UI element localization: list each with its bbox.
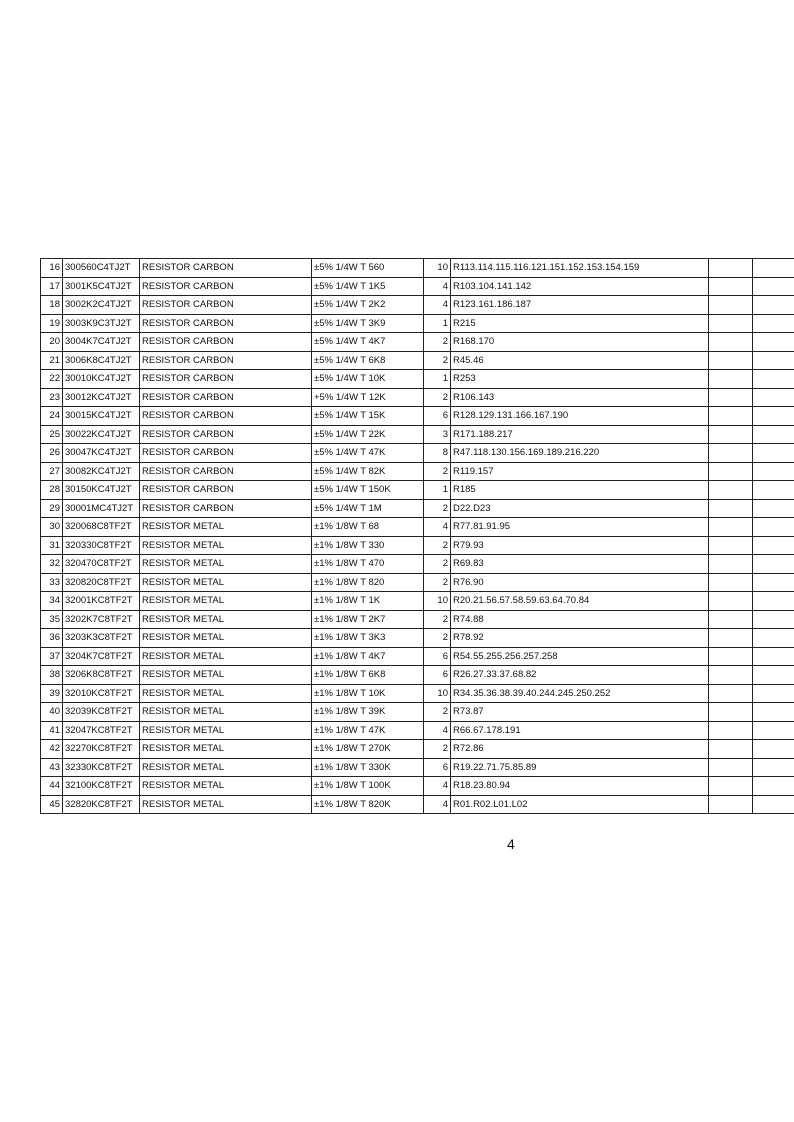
specification-cell: ±1% 1/8W T 47K <box>312 721 424 740</box>
empty-cell <box>709 592 753 611</box>
description-cell: RESISTOR METAL <box>140 758 312 777</box>
table-row <box>41 536 794 555</box>
reference-designator-cell: R123.161.186.187 <box>451 296 709 315</box>
empty-cell <box>709 647 753 666</box>
specification-cell: ±5% 1/4W T 1M <box>312 499 424 518</box>
item-number-cell: 31 <box>41 536 63 555</box>
reference-designator-cell: R185 <box>451 481 709 500</box>
quantity-cell: 2 <box>424 740 451 759</box>
part-number-cell: 3204K7C8TF2T <box>63 647 140 666</box>
empty-cell <box>709 610 753 629</box>
quantity-cell: 2 <box>424 703 451 722</box>
item-number-cell: 33 <box>41 573 63 592</box>
reference-designator-cell: R66.67.178.191 <box>451 721 709 740</box>
description-cell: RESISTOR CARBON <box>140 462 312 481</box>
quantity-cell: 1 <box>424 314 451 333</box>
table-row <box>41 333 794 352</box>
description-cell: RESISTOR METAL <box>140 647 312 666</box>
specification-cell: ±5% 1/4W T 150K <box>312 481 424 500</box>
part-number-cell: 30015KC4TJ2T <box>63 407 140 426</box>
empty-cell <box>709 296 753 315</box>
empty-cell <box>753 795 794 814</box>
quantity-cell: 2 <box>424 333 451 352</box>
specification-cell: ±5% 1/4W T 15K <box>312 407 424 426</box>
empty-cell <box>709 758 753 777</box>
table-row <box>41 703 794 722</box>
part-number-cell: 32270KC8TF2T <box>63 740 140 759</box>
item-number-cell: 17 <box>41 277 63 296</box>
reference-designator-cell: R01.R02.L01.L02 <box>451 795 709 814</box>
item-number-cell: 37 <box>41 647 63 666</box>
reference-designator-cell: R253 <box>451 370 709 389</box>
table-row <box>41 277 794 296</box>
reference-designator-cell: R45.46 <box>451 351 709 370</box>
empty-cell <box>753 721 794 740</box>
item-number-cell: 38 <box>41 666 63 685</box>
table-row <box>41 518 794 537</box>
quantity-cell: 10 <box>424 592 451 611</box>
item-number-cell: 43 <box>41 758 63 777</box>
part-number-cell: 30150KC4TJ2T <box>63 481 140 500</box>
table-row <box>41 555 794 574</box>
part-number-cell: 32010KC8TF2T <box>63 684 140 703</box>
description-cell: RESISTOR METAL <box>140 555 312 574</box>
part-number-cell: 32330KC8TF2T <box>63 758 140 777</box>
empty-cell <box>753 370 794 389</box>
empty-cell <box>753 425 794 444</box>
quantity-cell: 4 <box>424 795 451 814</box>
table-row <box>41 370 794 389</box>
quantity-cell: 6 <box>424 666 451 685</box>
quantity-cell: 2 <box>424 388 451 407</box>
table-row <box>41 314 794 333</box>
description-cell: RESISTOR CARBON <box>140 277 312 296</box>
reference-designator-cell: R113.114.115.116.121.151.152.153.154.159 <box>451 259 709 278</box>
empty-cell <box>709 444 753 463</box>
item-number-cell: 18 <box>41 296 63 315</box>
specification-cell: ±5% 1/4W T 4K7 <box>312 333 424 352</box>
description-cell: RESISTOR METAL <box>140 592 312 611</box>
empty-cell <box>753 314 794 333</box>
table-row <box>41 425 794 444</box>
quantity-cell: 1 <box>424 481 451 500</box>
part-number-cell: 32100KC8TF2T <box>63 777 140 796</box>
empty-cell <box>709 333 753 352</box>
specification-cell: ±1% 1/8W T 4K7 <box>312 647 424 666</box>
quantity-cell: 2 <box>424 499 451 518</box>
part-number-cell: 32047KC8TF2T <box>63 721 140 740</box>
reference-designator-cell: R72.86 <box>451 740 709 759</box>
empty-cell <box>753 277 794 296</box>
description-cell: RESISTOR METAL <box>140 721 312 740</box>
quantity-cell: 4 <box>424 518 451 537</box>
empty-cell <box>753 629 794 648</box>
part-number-cell: 3006K8C4TJ2T <box>63 351 140 370</box>
empty-cell <box>709 425 753 444</box>
empty-cell <box>709 777 753 796</box>
empty-cell <box>709 684 753 703</box>
description-cell: RESISTOR METAL <box>140 573 312 592</box>
empty-cell <box>753 536 794 555</box>
item-number-cell: 32 <box>41 555 63 574</box>
empty-cell <box>709 481 753 500</box>
table-row <box>41 388 794 407</box>
table-row <box>41 629 794 648</box>
quantity-cell: 2 <box>424 536 451 555</box>
reference-designator-cell: R54.55.255.256.257.258 <box>451 647 709 666</box>
part-number-cell: 3004K7C4TJ2T <box>63 333 140 352</box>
item-number-cell: 35 <box>41 610 63 629</box>
reference-designator-cell: R73.87 <box>451 703 709 722</box>
part-number-cell: 320330C8TF2T <box>63 536 140 555</box>
empty-cell <box>753 592 794 611</box>
part-number-cell: 32001KC8TF2T <box>63 592 140 611</box>
reference-designator-cell: R103.104.141.142 <box>451 277 709 296</box>
description-cell: RESISTOR CARBON <box>140 351 312 370</box>
quantity-cell: 6 <box>424 758 451 777</box>
empty-cell <box>753 518 794 537</box>
empty-cell <box>753 499 794 518</box>
table-row <box>41 351 794 370</box>
empty-cell <box>753 740 794 759</box>
specification-cell: ±1% 1/8W T 470 <box>312 555 424 574</box>
description-cell: RESISTOR METAL <box>140 777 312 796</box>
specification-cell: ±5% 1/4W T 2K2 <box>312 296 424 315</box>
specification-cell: ±1% 1/8W T 1K <box>312 592 424 611</box>
empty-cell <box>709 573 753 592</box>
reference-designator-cell: R106.143 <box>451 388 709 407</box>
reference-designator-cell: R34.35.36.38.39.40.244.245.250.252 <box>451 684 709 703</box>
specification-cell: ±5% 1/4W T 6K8 <box>312 351 424 370</box>
specification-cell: ±5% 1/4W T 82K <box>312 462 424 481</box>
part-number-cell: 30047KC4TJ2T <box>63 444 140 463</box>
description-cell: RESISTOR CARBON <box>140 499 312 518</box>
item-number-cell: 16 <box>41 259 63 278</box>
specification-cell: ±1% 1/8W T 68 <box>312 518 424 537</box>
specification-cell: ±5% 1/4W T 22K <box>312 425 424 444</box>
specification-cell: ±1% 1/8W T 330 <box>312 536 424 555</box>
quantity-cell: 3 <box>424 425 451 444</box>
empty-cell <box>753 259 794 278</box>
empty-cell <box>709 499 753 518</box>
item-number-cell: 44 <box>41 777 63 796</box>
quantity-cell: 1 <box>424 370 451 389</box>
quantity-cell: 4 <box>424 296 451 315</box>
part-number-cell: 30082KC4TJ2T <box>63 462 140 481</box>
part-number-cell: 3001K5C4TJ2T <box>63 277 140 296</box>
empty-cell <box>709 740 753 759</box>
item-number-cell: 30 <box>41 518 63 537</box>
reference-designator-cell: R78.92 <box>451 629 709 648</box>
empty-cell <box>753 351 794 370</box>
quantity-cell: 6 <box>424 407 451 426</box>
table-row <box>41 499 794 518</box>
table-row <box>41 610 794 629</box>
item-number-cell: 42 <box>41 740 63 759</box>
item-number-cell: 27 <box>41 462 63 481</box>
specification-cell: ±1% 1/8W T 3K3 <box>312 629 424 648</box>
part-number-cell: 3203K3C8TF2T <box>63 629 140 648</box>
specification-cell: ±5% 1/4W T 3K9 <box>312 314 424 333</box>
empty-cell <box>709 370 753 389</box>
part-number-cell: 3202K7C8TF2T <box>63 610 140 629</box>
empty-cell <box>709 721 753 740</box>
item-number-cell: 34 <box>41 592 63 611</box>
quantity-cell: 2 <box>424 610 451 629</box>
empty-cell <box>753 777 794 796</box>
item-number-cell: 36 <box>41 629 63 648</box>
quantity-cell: 4 <box>424 721 451 740</box>
specification-cell: ±1% 1/8W T 820K <box>312 795 424 814</box>
parts-list-body <box>41 259 794 814</box>
part-number-cell: 30012KC4TJ2T <box>63 388 140 407</box>
quantity-cell: 4 <box>424 277 451 296</box>
reference-designator-cell: R171.188.217 <box>451 425 709 444</box>
empty-cell <box>753 703 794 722</box>
item-number-cell: 41 <box>41 721 63 740</box>
description-cell: RESISTOR CARBON <box>140 259 312 278</box>
empty-cell <box>709 259 753 278</box>
parts-list-table <box>40 258 794 814</box>
empty-cell <box>753 481 794 500</box>
description-cell: RESISTOR CARBON <box>140 425 312 444</box>
specification-cell: ±1% 1/8W T 39K <box>312 703 424 722</box>
description-cell: RESISTOR METAL <box>140 684 312 703</box>
reference-designator-cell: R119.157 <box>451 462 709 481</box>
empty-cell <box>709 277 753 296</box>
empty-cell <box>753 555 794 574</box>
specification-cell: ±1% 1/8W T 10K <box>312 684 424 703</box>
empty-cell <box>709 314 753 333</box>
table-row <box>41 296 794 315</box>
reference-designator-cell: R20.21.56.57.58.59.63.64.70.84 <box>451 592 709 611</box>
empty-cell <box>709 795 753 814</box>
part-number-cell: 3003K9C3TJ2T <box>63 314 140 333</box>
table-row <box>41 407 794 426</box>
quantity-cell: 8 <box>424 444 451 463</box>
item-number-cell: 24 <box>41 407 63 426</box>
part-number-cell: 3002K2C4TJ2T <box>63 296 140 315</box>
empty-cell <box>753 573 794 592</box>
specification-cell: ±1% 1/8W T 100K <box>312 777 424 796</box>
table-row <box>41 721 794 740</box>
empty-cell <box>709 518 753 537</box>
empty-cell <box>753 333 794 352</box>
description-cell: RESISTOR METAL <box>140 795 312 814</box>
description-cell: RESISTOR CARBON <box>140 444 312 463</box>
empty-cell <box>753 684 794 703</box>
description-cell: RESISTOR METAL <box>140 536 312 555</box>
empty-cell <box>753 388 794 407</box>
quantity-cell: 2 <box>424 555 451 574</box>
part-number-cell: 30022KC4TJ2T <box>63 425 140 444</box>
item-number-cell: 22 <box>41 370 63 389</box>
description-cell: RESISTOR CARBON <box>140 314 312 333</box>
description-cell: RESISTOR METAL <box>140 666 312 685</box>
description-cell: RESISTOR CARBON <box>140 407 312 426</box>
table-row <box>41 666 794 685</box>
table-row <box>41 573 794 592</box>
part-number-cell: 3206K8C8TF2T <box>63 666 140 685</box>
reference-designator-cell: R69.83 <box>451 555 709 574</box>
table-row <box>41 758 794 777</box>
item-number-cell: 40 <box>41 703 63 722</box>
reference-designator-cell: R215 <box>451 314 709 333</box>
item-number-cell: 26 <box>41 444 63 463</box>
item-number-cell: 20 <box>41 333 63 352</box>
part-number-cell: 320820C8TF2T <box>63 573 140 592</box>
empty-cell <box>709 351 753 370</box>
empty-cell <box>709 703 753 722</box>
description-cell: RESISTOR CARBON <box>140 370 312 389</box>
table-row <box>41 592 794 611</box>
description-cell: RESISTOR METAL <box>140 518 312 537</box>
reference-designator-cell: R47.118.130.156.169.189.216.220 <box>451 444 709 463</box>
specification-cell: ±1% 1/8W T 820 <box>312 573 424 592</box>
item-number-cell: 39 <box>41 684 63 703</box>
table-row <box>41 777 794 796</box>
item-number-cell: 28 <box>41 481 63 500</box>
empty-cell <box>709 462 753 481</box>
empty-cell <box>709 666 753 685</box>
table-row <box>41 259 794 278</box>
part-number-cell: 320068C8TF2T <box>63 518 140 537</box>
empty-cell <box>709 388 753 407</box>
empty-cell <box>753 758 794 777</box>
item-number-cell: 19 <box>41 314 63 333</box>
description-cell: RESISTOR METAL <box>140 610 312 629</box>
description-cell: RESISTOR CARBON <box>140 388 312 407</box>
description-cell: RESISTOR CARBON <box>140 481 312 500</box>
reference-designator-cell: R77.81.91.95 <box>451 518 709 537</box>
specification-cell: ±5% 1/4W T 1K5 <box>312 277 424 296</box>
empty-cell <box>709 536 753 555</box>
specification-cell: ±5% 1/4W T 47K <box>312 444 424 463</box>
table-row <box>41 481 794 500</box>
table-row <box>41 462 794 481</box>
specification-cell: +5% 1/4W T 12K <box>312 388 424 407</box>
quantity-cell: 2 <box>424 573 451 592</box>
empty-cell <box>753 407 794 426</box>
description-cell: RESISTOR CARBON <box>140 296 312 315</box>
quantity-cell: 2 <box>424 351 451 370</box>
page-number: 4 <box>507 836 515 852</box>
specification-cell: ±1% 1/8W T 270K <box>312 740 424 759</box>
table-row <box>41 647 794 666</box>
part-number-cell: 32820KC8TF2T <box>63 795 140 814</box>
empty-cell <box>753 444 794 463</box>
quantity-cell: 6 <box>424 647 451 666</box>
empty-cell <box>753 462 794 481</box>
item-number-cell: 29 <box>41 499 63 518</box>
item-number-cell: 23 <box>41 388 63 407</box>
specification-cell: ±5% 1/4W T 10K <box>312 370 424 389</box>
part-number-cell: 32039KC8TF2T <box>63 703 140 722</box>
quantity-cell: 10 <box>424 684 451 703</box>
specification-cell: ±1% 1/8W T 2K7 <box>312 610 424 629</box>
description-cell: RESISTOR CARBON <box>140 333 312 352</box>
table-row <box>41 795 794 814</box>
reference-designator-cell: R128.129.131.166.167.190 <box>451 407 709 426</box>
quantity-cell: 2 <box>424 462 451 481</box>
specification-cell: ±1% 1/8W T 6K8 <box>312 666 424 685</box>
reference-designator-cell: R79.93 <box>451 536 709 555</box>
part-number-cell: 30001MC4TJ2T <box>63 499 140 518</box>
specification-cell: ±5% 1/4W T 560 <box>312 259 424 278</box>
description-cell: RESISTOR METAL <box>140 703 312 722</box>
empty-cell <box>709 407 753 426</box>
quantity-cell: 4 <box>424 777 451 796</box>
empty-cell <box>709 555 753 574</box>
empty-cell <box>753 647 794 666</box>
table-row <box>41 684 794 703</box>
part-number-cell: 30010KC4TJ2T <box>63 370 140 389</box>
empty-cell <box>753 610 794 629</box>
description-cell: RESISTOR METAL <box>140 740 312 759</box>
reference-designator-cell: D22.D23 <box>451 499 709 518</box>
specification-cell: ±1% 1/8W T 330K <box>312 758 424 777</box>
table-row <box>41 444 794 463</box>
empty-cell <box>753 296 794 315</box>
empty-cell <box>753 666 794 685</box>
reference-designator-cell: R168.170 <box>451 333 709 352</box>
description-cell: RESISTOR METAL <box>140 629 312 648</box>
reference-designator-cell: R19.22.71.75.85.89 <box>451 758 709 777</box>
reference-designator-cell: R74.88 <box>451 610 709 629</box>
reference-designator-cell: R18.23.80.94 <box>451 777 709 796</box>
quantity-cell: 10 <box>424 259 451 278</box>
part-number-cell: 320470C8TF2T <box>63 555 140 574</box>
empty-cell <box>709 629 753 648</box>
reference-designator-cell: R76.90 <box>451 573 709 592</box>
item-number-cell: 25 <box>41 425 63 444</box>
reference-designator-cell: R26.27.33.37.68.82 <box>451 666 709 685</box>
item-number-cell: 21 <box>41 351 63 370</box>
table-row <box>41 740 794 759</box>
item-number-cell: 45 <box>41 795 63 814</box>
part-number-cell: 300560C4TJ2T <box>63 259 140 278</box>
quantity-cell: 2 <box>424 629 451 648</box>
